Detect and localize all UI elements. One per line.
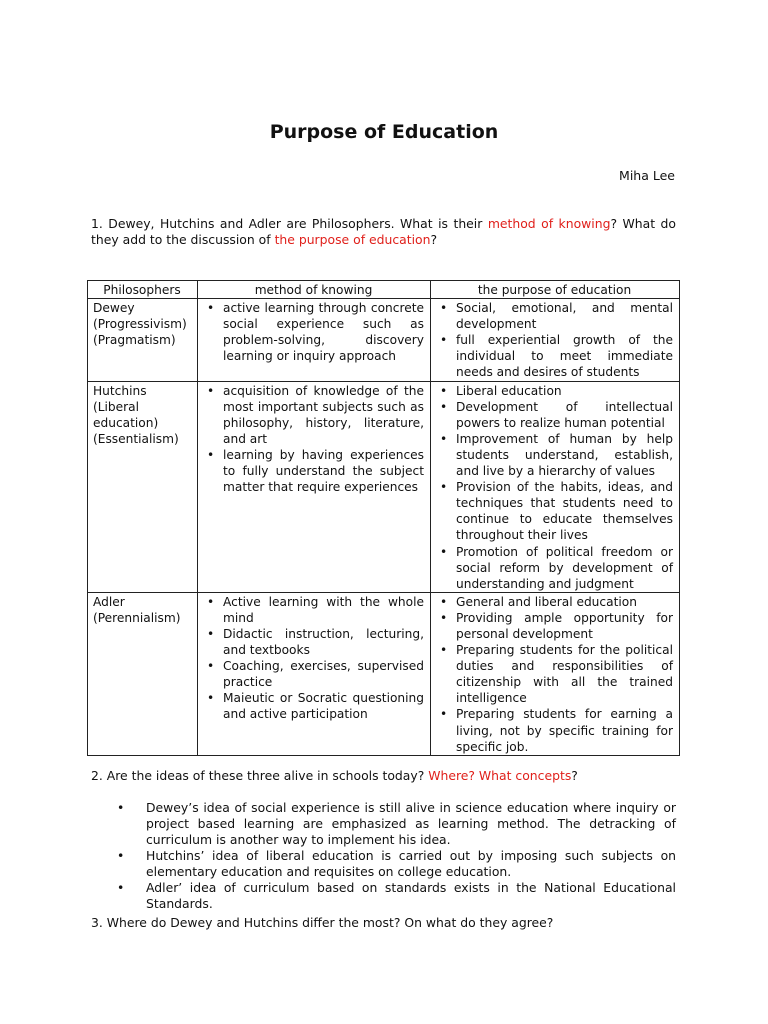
bullet-icon: • bbox=[207, 594, 215, 609]
question-1-highlight-method: method of knowing bbox=[487, 216, 611, 231]
bullet-icon: • bbox=[440, 610, 448, 625]
bullet-icon: • bbox=[207, 626, 215, 641]
bullet-icon: • bbox=[440, 643, 448, 658]
philosopher-line: (Essentialism) bbox=[93, 431, 179, 446]
list-item bbox=[436, 431, 673, 479]
bullet-icon: • bbox=[440, 544, 448, 559]
bullet-icon: • bbox=[117, 848, 125, 863]
purpose-cell bbox=[431, 299, 680, 381]
list-item bbox=[203, 626, 424, 658]
question-1-highlight-purpose: the purpose of education bbox=[274, 232, 431, 247]
list-item-text: Promotion of political freedom or social reform by development of understanding and judgment bbox=[456, 544, 673, 591]
philosopher-line: (Progressivism) bbox=[93, 317, 187, 332]
list-item bbox=[436, 594, 673, 610]
bullet-icon: • bbox=[440, 707, 448, 722]
philosophers-table bbox=[87, 280, 680, 756]
list-item bbox=[203, 383, 424, 447]
purpose-cell bbox=[431, 592, 680, 755]
answer-text: Hutchins’ idea of liberal education is carried out by imposing such subjects on elementary education and requisites on college education. bbox=[146, 848, 676, 879]
method-list bbox=[203, 594, 424, 723]
table-header-row bbox=[88, 281, 680, 299]
answer-item bbox=[91, 880, 676, 912]
question-2-prefix: 2. Are the ideas of these three alive in schools today? bbox=[91, 768, 429, 783]
list-item bbox=[436, 399, 673, 431]
list-item bbox=[203, 658, 424, 690]
list-item bbox=[203, 447, 424, 495]
method-cell bbox=[198, 381, 431, 592]
list-item bbox=[436, 642, 673, 706]
list-item-text: Didactic instruction, lecturing, and textbooks bbox=[223, 626, 424, 658]
bullet-icon: • bbox=[207, 383, 215, 398]
list-item-text: acquisition of knowledge of the most important subjects such as philosophy, history, literature, and art bbox=[223, 383, 424, 446]
bullet-icon: • bbox=[207, 691, 215, 706]
list-item-text: Active learning with the whole mind bbox=[223, 594, 424, 625]
list-item bbox=[203, 690, 424, 722]
list-item-text: Social, emotional, and mental development bbox=[456, 301, 673, 332]
bullet-icon: • bbox=[117, 800, 125, 815]
method-list bbox=[203, 383, 424, 496]
question-1-mid: ? What do they add to the discussion of bbox=[91, 216, 676, 247]
bullet-icon: • bbox=[207, 301, 215, 316]
purpose-list bbox=[436, 594, 673, 755]
bullet-icon: • bbox=[440, 333, 448, 348]
bullet-icon: • bbox=[440, 594, 448, 609]
question-1-suffix: ? bbox=[430, 232, 438, 247]
method-list bbox=[203, 300, 424, 364]
question-2 bbox=[91, 768, 676, 784]
list-item bbox=[436, 610, 673, 642]
bullet-icon: • bbox=[440, 383, 448, 398]
answer-text: Adler’ idea of curriculum based on standards exists in the National Educational Standards. bbox=[146, 880, 676, 911]
list-item-text: Providing ample opportunity for personal development bbox=[456, 610, 673, 641]
question-3: 3. Where do Dewey and Hutchins differ the most? On what do they agree? bbox=[91, 915, 554, 930]
purpose-list bbox=[436, 300, 673, 380]
list-item bbox=[436, 706, 673, 754]
philosopher-cell bbox=[88, 299, 198, 381]
list-item-text: Improvement of human by help students understand, establish, and live by a hierarchy of values bbox=[456, 431, 673, 479]
document-title: Purpose of Education bbox=[269, 121, 499, 143]
method-cell bbox=[198, 299, 431, 381]
question-2-answers bbox=[91, 800, 676, 912]
header-philosophers: Philosophers bbox=[88, 281, 198, 299]
list-item-text: Preparing students for earning a living, not by specific training for specific job. bbox=[456, 707, 673, 754]
bullet-icon: • bbox=[207, 447, 215, 462]
list-item-text: Development of intellectual powers to realize human potential bbox=[456, 399, 673, 430]
purpose-cell bbox=[431, 381, 680, 592]
list-item bbox=[203, 300, 424, 364]
answer-item bbox=[91, 848, 676, 880]
philosopher-line: education) bbox=[93, 415, 159, 430]
bullet-icon: • bbox=[117, 880, 125, 895]
list-item bbox=[436, 300, 673, 332]
list-item bbox=[203, 594, 424, 626]
bullet-icon: • bbox=[440, 431, 448, 446]
author-name: Miha Lee bbox=[619, 168, 675, 183]
purpose-list bbox=[436, 383, 673, 592]
list-item-text: Preparing students for the political duties and responsibilities of citizenship with all the trained intelligence bbox=[456, 643, 673, 706]
philosopher-line: (Pragmatism) bbox=[93, 333, 176, 348]
list-item-text: full experiential growth of the individual to meet immediate needs and desires of students bbox=[456, 333, 673, 380]
bullet-icon: • bbox=[440, 301, 448, 316]
list-item-text: Provision of the habits, ideas, and techniques that students need to continue to educate themselves throughout their lives bbox=[456, 480, 673, 543]
table-row bbox=[88, 299, 680, 381]
bullet-icon: • bbox=[207, 659, 215, 674]
method-cell bbox=[198, 592, 431, 755]
list-item-text: Coaching, exercises, supervised practice bbox=[223, 659, 424, 690]
question-1-prefix: 1. Dewey, Hutchins and Adler are Philosophers. What is their bbox=[91, 216, 488, 231]
philosopher-cell bbox=[88, 592, 198, 755]
list-item-text: Liberal education bbox=[456, 383, 562, 398]
philosopher-line: Adler bbox=[93, 594, 125, 609]
bullet-icon: • bbox=[440, 480, 448, 495]
answer-text: Dewey’s idea of social experience is still alive in science education where inquiry or project based learning are emphasized as learning method. The detracking of curriculum is another way to implement his idea. bbox=[146, 800, 676, 847]
question-1 bbox=[91, 216, 676, 248]
question-2-highlight: Where? What concepts bbox=[428, 768, 572, 783]
list-item bbox=[436, 383, 673, 399]
bullet-icon: • bbox=[440, 399, 448, 414]
list-item-text: learning by having experiences to fully understand the subject matter that require experiences bbox=[223, 447, 424, 495]
list-item bbox=[436, 544, 673, 592]
list-item-text: Maieutic or Socratic questioning and active participation bbox=[223, 691, 424, 722]
philosopher-line: Dewey bbox=[93, 301, 135, 316]
list-item bbox=[436, 479, 673, 543]
table-row bbox=[88, 592, 680, 755]
philosopher-cell bbox=[88, 381, 198, 592]
philosopher-line: (Perennialism) bbox=[93, 610, 181, 625]
header-purpose: the purpose of education bbox=[431, 281, 680, 299]
question-2-suffix: ? bbox=[571, 768, 578, 783]
header-method: method of knowing bbox=[198, 281, 431, 299]
list-item bbox=[436, 332, 673, 380]
table-row bbox=[88, 381, 680, 592]
philosopher-line: (Liberal bbox=[93, 399, 140, 414]
list-item-text: active learning through concrete social experience such as problem-solving, discovery learning or inquiry approach bbox=[223, 301, 424, 364]
list-item-text: General and liberal education bbox=[456, 594, 637, 609]
philosopher-line: Hutchins bbox=[93, 383, 147, 398]
answer-item bbox=[91, 800, 676, 848]
